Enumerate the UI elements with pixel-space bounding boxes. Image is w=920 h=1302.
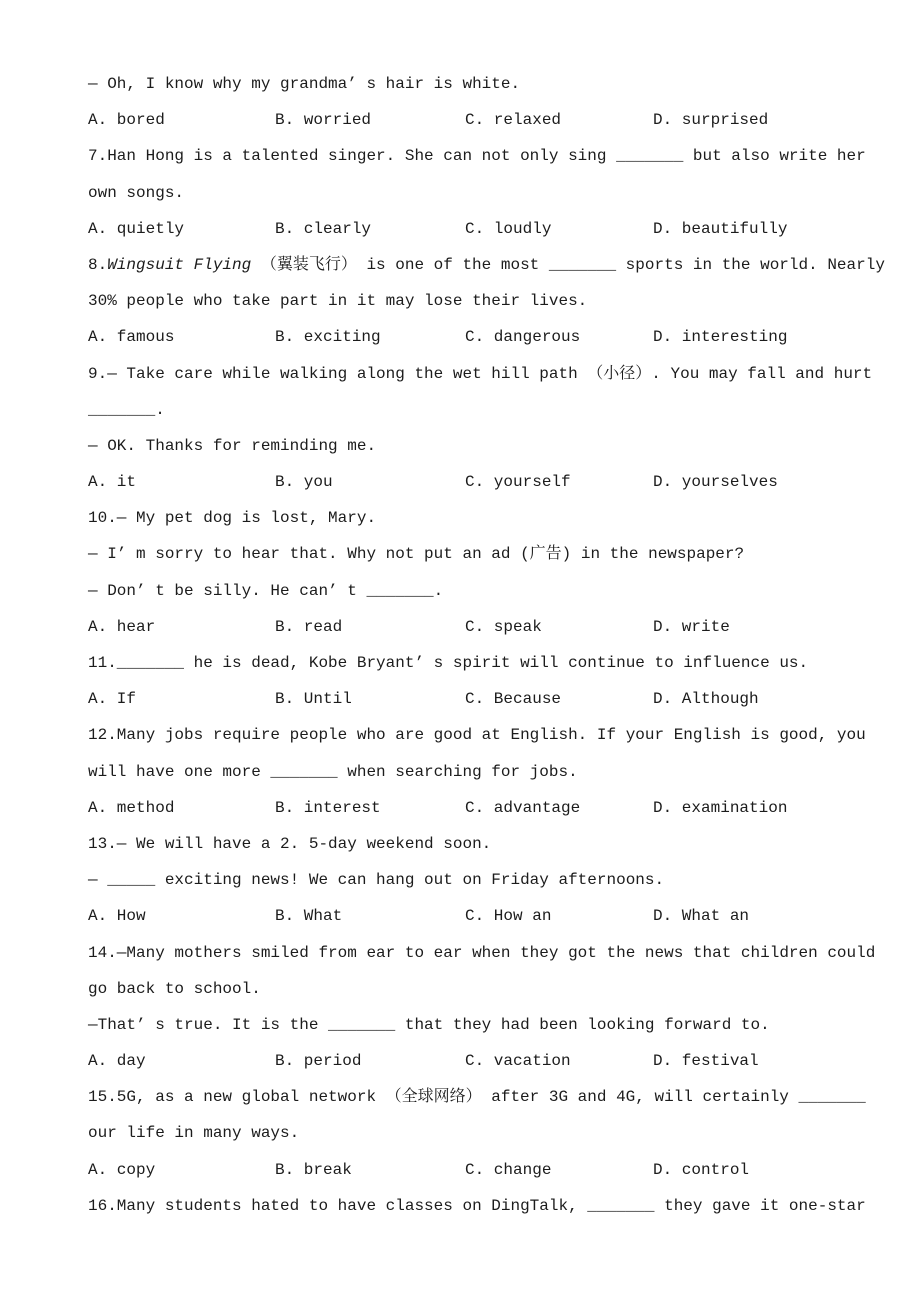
question-16-line-1: 16.Many students hated to have classes on DingTalk, _______ they gave it one-star [88, 1196, 866, 1215]
options-row-q10 [88, 609, 900, 645]
question-8-rest: （翼装飞行） is one of the most _______ sports in the world. Nearly [251, 255, 885, 274]
option-d: D. Although [653, 690, 759, 709]
option-d: D. beautifully [653, 219, 788, 238]
option-b: B. What [275, 907, 343, 926]
option-d: D. write [653, 617, 730, 636]
option-a: A. method [88, 798, 175, 817]
option-a: A. it [88, 473, 137, 492]
options-row-q11 [88, 681, 900, 717]
options-row-q12 [88, 790, 900, 826]
option-d: D. yourselves [653, 473, 778, 492]
question-14-line-1: 14.—Many mothers smiled from ear to ear when they got the news that children could [88, 943, 876, 962]
option-d: D. festival [653, 1052, 759, 1071]
question-8-number: 8. [88, 255, 108, 274]
option-d: D. examination [653, 798, 788, 817]
question-15-line-2: our life in many ways. [88, 1124, 300, 1143]
option-d: D. What an [653, 907, 750, 926]
question-10-line-1: 10.— My pet dog is lost, Mary. [88, 509, 377, 528]
option-b: B. clearly [275, 219, 372, 238]
options-row-q14 [88, 1043, 900, 1079]
option-a: A. hear [88, 617, 156, 636]
option-a: A. If [88, 690, 137, 709]
options-row-q8 [88, 319, 900, 355]
option-c: C. advantage [465, 798, 581, 817]
options-row-q9 [88, 464, 900, 500]
option-d: D. control [653, 1160, 750, 1179]
option-b: B. worried [275, 111, 372, 130]
option-b: B. Until [275, 690, 352, 709]
question-10-line-3: — Don’ t be silly. He can’ t _______. [88, 581, 444, 600]
question-11-line-1: 11._______ he is dead, Kobe Bryant’ s spirit will continue to influence us. [88, 654, 809, 672]
question-14-line-3: —That’ s true. It is the _______ that they had been looking forward to. [88, 1015, 770, 1034]
question-10-line-2: — I’ m sorry to hear that. Why not put an ad (广告) in the newspaper? [88, 545, 745, 564]
question-9-line-1: 9.— Take care while walking along the wet hill path （小径）. You may fall and hurt [88, 364, 873, 383]
question-7-line-1: 7.Han Hong is a talented singer. She can not only sing _______ but also write her [88, 147, 866, 166]
question-8-line-2: 30% people who take part in it may lose their lives. [88, 292, 588, 311]
option-c: C. loudly [465, 219, 552, 238]
option-b: B. interest [275, 798, 381, 817]
option-c: C. speak [465, 617, 542, 636]
option-a: A. copy [88, 1160, 156, 1179]
question-13-line-2: — _____ exciting news! We can hang out on Friday afternoons. [88, 871, 665, 890]
question-14-line-2: go back to school. [88, 979, 261, 998]
dialog-line-q6-reply: — Oh, I know why my grandma’ s hair is white. [88, 75, 521, 93]
options-row-q15 [88, 1152, 900, 1188]
option-d: D. interesting [653, 328, 788, 347]
question-12-line-1: 12.Many jobs require people who are good at English. If your English is good, you [88, 726, 866, 745]
option-b: B. you [275, 473, 333, 492]
options-row-q6 [88, 102, 900, 138]
option-b: B. read [275, 617, 343, 636]
question-13-line-1: 13.— We will have a 2. 5-day weekend soon. [88, 834, 492, 853]
option-b: B. break [275, 1160, 352, 1179]
question-12-line-2: will have one more _______ when searching for jobs. [88, 762, 578, 781]
option-a: A. day [88, 1052, 146, 1071]
option-b: B. period [275, 1052, 362, 1071]
option-a: A. famous [88, 328, 175, 347]
question-7-line-2: own songs. [88, 183, 185, 202]
option-c: C. vacation [465, 1052, 571, 1071]
option-c: C. dangerous [465, 328, 581, 347]
option-a: A. How [88, 907, 146, 926]
option-d: D. surprised [653, 111, 769, 130]
question-9-reply-line: — OK. Thanks for reminding me. [88, 436, 377, 455]
question-8-line-1 [88, 247, 900, 283]
option-c: C. How an [465, 907, 552, 926]
question-15-line-1: 15.5G, as a new global network （全球网络） after 3G and 4G, will certainly _______ [88, 1088, 866, 1107]
option-a: A. quietly [88, 219, 185, 238]
option-c: C. yourself [465, 473, 571, 492]
question-9-blank-line: _______. [88, 400, 165, 419]
option-c: C. relaxed [465, 111, 562, 130]
question-8-italic-term: Wingsuit Flying [107, 255, 252, 274]
option-a: A. bored [88, 111, 165, 130]
option-b: B. exciting [275, 328, 381, 347]
option-c: C. Because [465, 690, 562, 709]
option-c: C. change [465, 1160, 552, 1179]
options-row-q7 [88, 211, 900, 247]
options-row-q13 [88, 898, 900, 934]
